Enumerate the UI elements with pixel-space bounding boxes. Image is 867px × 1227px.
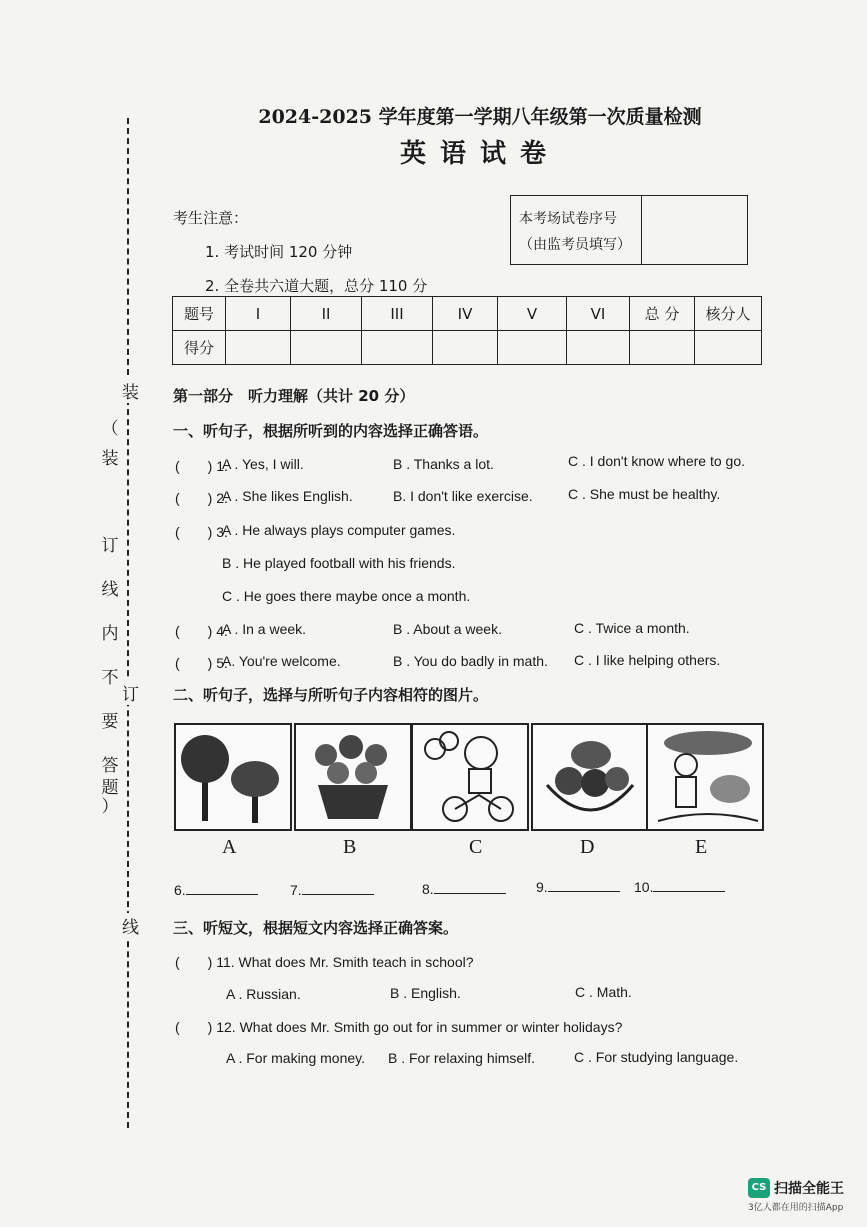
q11-option-b: B . English. bbox=[390, 985, 461, 1001]
blank-number: 9. bbox=[536, 879, 548, 895]
picture-label-d: D bbox=[580, 836, 595, 858]
farmer-icon bbox=[648, 725, 762, 829]
sequence-label-line1: 本考场试卷序号 bbox=[519, 211, 617, 227]
score-cell[interactable] bbox=[630, 331, 695, 365]
q2-option-c: C . She must be healthy. bbox=[568, 486, 721, 502]
binding-dashed-line bbox=[127, 118, 129, 1128]
binding-mark-xian: 线 bbox=[122, 913, 139, 938]
sequence-label bbox=[519, 206, 631, 258]
score-table bbox=[172, 296, 762, 365]
sequence-label-line2: （由监考员填写） bbox=[519, 237, 631, 253]
part1-title: 第一部分 听力理解（共计 20 分） bbox=[173, 387, 415, 405]
watermark-tagline: 3亿人都在用的扫描App bbox=[748, 1203, 844, 1213]
notice-item-1: 1. 考试时间 120 分钟 bbox=[205, 243, 353, 261]
notice-heading: 考生注意： bbox=[173, 209, 249, 227]
q5-option-a: A. You're welcome. bbox=[222, 653, 341, 669]
exam-title: 2024-2025 学年度第一学期八年级第一次质量检测 bbox=[258, 106, 702, 128]
q12-stem: ( ) 12. What does Mr. Smith go out for in summer or winter holidays? bbox=[175, 1019, 623, 1035]
picture-c-boy-bicycle bbox=[411, 723, 529, 831]
picture-label-a: A bbox=[222, 836, 237, 858]
q3-number: ( ) 3. bbox=[175, 524, 228, 540]
q3-option-b: B . He played football with his friends. bbox=[222, 555, 456, 571]
binding-vertical-char: 答 bbox=[101, 756, 119, 776]
q1-option-a: A . Yes, I will. bbox=[222, 456, 304, 472]
watermark-name: 扫描全能王 bbox=[774, 1181, 844, 1197]
blank-number: 10. bbox=[634, 879, 654, 895]
q3-option-c: C . He goes there maybe once a month. bbox=[222, 588, 471, 604]
binding-vertical-char: 订 bbox=[101, 536, 119, 556]
q3-option-a: A . He always plays computer games. bbox=[222, 522, 456, 538]
binding-vertical-char: ） bbox=[101, 797, 119, 817]
q4-number: ( ) 4. bbox=[175, 623, 228, 639]
picture-label-b: B bbox=[343, 836, 357, 858]
answer-blank-9[interactable] bbox=[536, 877, 620, 895]
q5-option-b: B . You do badly in math. bbox=[393, 653, 548, 669]
blank-line[interactable] bbox=[186, 880, 258, 895]
blank-number: 8. bbox=[422, 881, 434, 897]
section1-title: 一、听句子，根据所听到的内容选择正确答语。 bbox=[173, 422, 489, 440]
q11-option-c: C . Math. bbox=[575, 984, 632, 1000]
binding-mark-ding: 订 bbox=[122, 680, 139, 705]
q4-option-a: A . In a week. bbox=[222, 621, 307, 637]
score-cell[interactable] bbox=[362, 331, 433, 365]
q2-option-a: A . She likes English. bbox=[222, 488, 353, 504]
sequence-entry-cell[interactable] bbox=[641, 196, 642, 264]
score-cell[interactable] bbox=[498, 331, 567, 365]
score-header-cell: III bbox=[362, 297, 433, 331]
blank-line[interactable] bbox=[302, 880, 374, 895]
q1-option-b: B . Thanks a lot. bbox=[393, 456, 494, 472]
binding-vertical-char: （ bbox=[101, 419, 119, 439]
score-table-score-row bbox=[173, 331, 762, 365]
blank-line[interactable] bbox=[434, 879, 506, 894]
picture-label-c: C bbox=[469, 836, 483, 858]
q4-option-b: B . About a week. bbox=[393, 621, 502, 637]
picture-e-farmer bbox=[646, 723, 764, 831]
blank-number: 6. bbox=[174, 882, 186, 898]
picture-b-flower-basket bbox=[294, 723, 412, 831]
answer-blank-7[interactable] bbox=[290, 880, 374, 898]
answer-blank-6[interactable] bbox=[174, 880, 258, 898]
q1-number: ( ) 1. bbox=[175, 458, 228, 474]
binding-mark-zhuang: 装 bbox=[122, 378, 139, 403]
q5-number: ( ) 5. bbox=[175, 655, 228, 671]
camscanner-logo-icon: CS bbox=[748, 1178, 770, 1198]
q5-option-c: C . I like helping others. bbox=[574, 652, 721, 668]
picture-label-e: E bbox=[695, 836, 708, 858]
exam-subject-title: 英语试卷 bbox=[399, 139, 560, 169]
binding-vertical-char: 要 bbox=[101, 712, 119, 732]
blank-number: 7. bbox=[290, 882, 302, 898]
scanner-watermark bbox=[748, 1178, 844, 1213]
score-header-cell: VI bbox=[567, 297, 630, 331]
blank-line[interactable] bbox=[653, 877, 725, 892]
fruit-basket-icon bbox=[533, 725, 647, 829]
score-header-cell: IV bbox=[433, 297, 498, 331]
score-header-cell: 总 分 bbox=[630, 297, 695, 331]
score-row-label: 得分 bbox=[173, 331, 226, 365]
flower-basket-icon bbox=[296, 725, 410, 829]
q12-option-b: B . For relaxing himself. bbox=[388, 1050, 536, 1066]
q11-option-a: A . Russian. bbox=[226, 986, 301, 1002]
score-header-cell: 题号 bbox=[173, 297, 226, 331]
q2-option-b: B. I don't like exercise. bbox=[393, 488, 533, 504]
score-cell[interactable] bbox=[695, 331, 762, 365]
answer-blank-8[interactable] bbox=[422, 879, 506, 897]
score-header-cell: 核分人 bbox=[695, 297, 762, 331]
binding-vertical-char: 装 bbox=[101, 449, 119, 469]
boy-bicycle-icon bbox=[413, 725, 527, 829]
q11-stem: ( ) 11. What does Mr. Smith teach in school? bbox=[175, 954, 474, 970]
picture-a-trees bbox=[174, 723, 292, 831]
section2-title: 二、听句子，选择与所听句子内容相符的图片。 bbox=[173, 686, 489, 704]
q1-option-c: C . I don't know where to go. bbox=[568, 453, 745, 469]
q12-option-c: C . For studying language. bbox=[574, 1049, 739, 1065]
score-header-cell: V bbox=[498, 297, 567, 331]
score-cell[interactable] bbox=[291, 331, 362, 365]
binding-vertical-char: 不 bbox=[101, 668, 119, 688]
binding-vertical-char: 线 bbox=[101, 580, 119, 600]
q4-option-c: C . Twice a month. bbox=[574, 620, 690, 636]
answer-blank-10[interactable] bbox=[634, 877, 725, 895]
score-cell[interactable] bbox=[567, 331, 630, 365]
score-cell[interactable] bbox=[226, 331, 291, 365]
notice-item-2: 2. 全卷共六道大题，总分 110 分 bbox=[205, 277, 428, 295]
q12-option-a: A . For making money. bbox=[226, 1050, 366, 1066]
trees-icon bbox=[176, 725, 290, 829]
score-header-cell: I bbox=[226, 297, 291, 331]
section3-title: 三、听短文，根据短文内容选择正确答案。 bbox=[173, 919, 459, 937]
score-table-header-row bbox=[173, 297, 762, 331]
paper-sequence-box bbox=[510, 195, 748, 265]
picture-d-fruit-basket bbox=[531, 723, 649, 831]
score-cell[interactable] bbox=[433, 331, 498, 365]
blank-line[interactable] bbox=[548, 877, 620, 892]
q2-number: ( ) 2. bbox=[175, 490, 228, 506]
binding-vertical-char: 内 bbox=[101, 624, 119, 644]
binding-vertical-char: 题 bbox=[101, 778, 119, 798]
score-header-cell: II bbox=[291, 297, 362, 331]
